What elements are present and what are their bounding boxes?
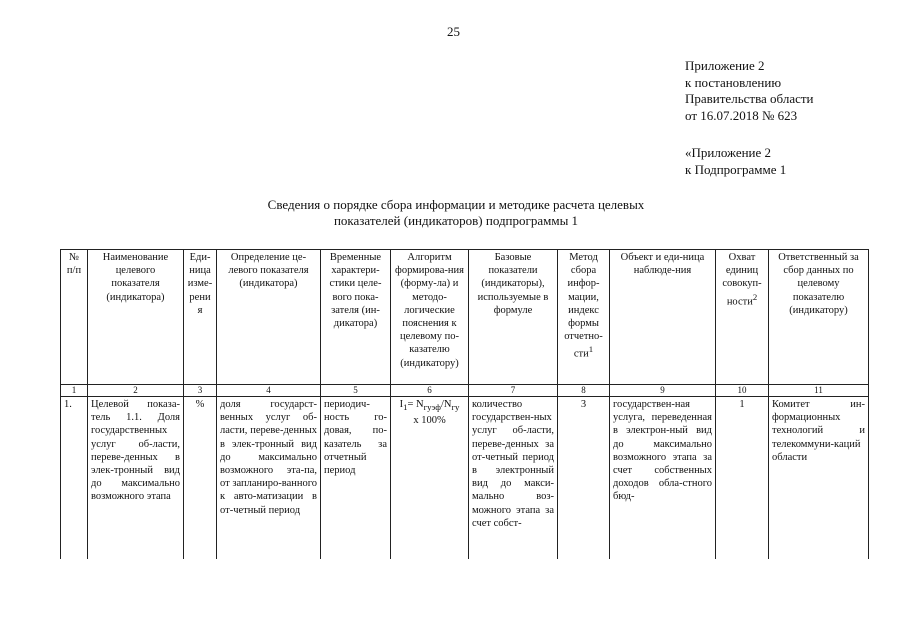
row-number: 1. [61,397,88,560]
formula-subscript: гуэф [423,402,441,413]
formula-subscript: гу [451,402,460,413]
footnote-marker: 2 [752,291,758,302]
indicator-method: 3 [558,397,610,560]
header-cell-unit: Еди-ница изме-рени я [184,250,217,385]
header-cell-num: № п/п [61,250,88,385]
formula-eq: = N [407,399,424,410]
indicator-definition: доля государст-венных услуг об-ласти, переве-денных в элек-тронный вид до максимально возможного эта-па, от запланиро-ванного к авто-матизации в от-четный период [217,397,321,560]
column-number: 10 [716,385,769,397]
indicator-base: количество государствен-ных услуг об-ласти, переве-денных за от-четный период в электронный вид до макси-мально воз-можного этапа за счет собст- [469,397,558,560]
header-cell-name: Наименование целевого показателя (индикатора) [88,250,184,385]
page-number: 25 [447,24,460,39]
header-cell-base: Базовые показатели (индикаторы), используемые в формуле [469,250,558,385]
header-cell-definition: Определение це-левого показателя (индикатора) [217,250,321,385]
appendix-line: к постановлению [685,74,782,90]
formula-tail: x 100% [413,415,446,427]
column-number: 3 [184,385,217,397]
header-cell-coverage [716,250,769,385]
formula-subscript: 1 [403,402,408,413]
column-number-row [61,385,869,397]
appendix-line: Приложение 2 [685,58,765,73]
column-number: 8 [558,385,610,397]
indicator-time: периодич-ность го-довая, по-казатель за отчетный период [321,397,391,560]
column-number: 7 [469,385,558,397]
header-cell-responsible: Ответственный за сбор данных по целевому показателю (индикатору) [769,250,869,385]
header-cell-formula: Алгоритм формирова-ния (форму-ла) и методо-логические пояснения к целевому по-казателю (индикатору) [391,250,469,385]
header-method-text: Метод сбора инфор-мации, индекс формы отчетно-сти [564,252,603,360]
indicator-formula [391,397,469,560]
appendix-line: от 16.07.2018 № 623 [685,107,798,123]
formula-lhs: I [399,399,404,410]
header-coverage-text: Охват единиц совокуп-ности [722,252,762,308]
column-number: 4 [217,385,321,397]
indicator-responsible: Комитет ин-формационных технологий и телекоммуни-каций области [769,397,869,560]
column-number: 2 [88,385,184,397]
title-line: Сведения о порядке сбора информации и методике расчета целевых [267,197,645,212]
appendix-line: Правительства области [685,91,814,106]
header-cell-method [558,250,610,385]
header-cell-time: Временные характери-стики целе-вого пока-зателя (ин-дикатора) [321,250,391,385]
appendix-line: к Подпрограмме 1 [685,161,787,177]
indicator-name: Целевой показа-тель 1.1. Доля государственных услуг об-ласти, переве-денных в элек-тронный вид до максимально возможного этапа [88,397,184,560]
document-title [215,197,697,229]
indicator-object: государствен-ная услуга, переведенная в электрон-ный вид до максимально возможного этапа за счет собственных доходов обла-стного бюд- [610,397,716,560]
header-cell-object: Объект и еди-ница наблюде-ния [610,250,716,385]
column-number: 5 [321,385,391,397]
table-row [61,397,869,560]
title-line: показателей (индикаторов) подпрограммы 1 [333,213,579,228]
formula-slash: /N [440,399,452,410]
subprogram-appendix-block [685,145,786,178]
column-number: 9 [610,385,716,397]
indicator-coverage: 1 [716,397,769,560]
indicator-unit: % [184,397,217,560]
appendix-line: «Приложение 2 [685,145,772,160]
column-number: 11 [769,385,869,397]
table-header-row [61,250,869,385]
appendix-block [685,58,814,124]
indicators-table [60,249,869,559]
footnote-marker: 1 [588,344,594,355]
column-number: 6 [391,385,469,397]
column-number: 1 [61,385,88,397]
